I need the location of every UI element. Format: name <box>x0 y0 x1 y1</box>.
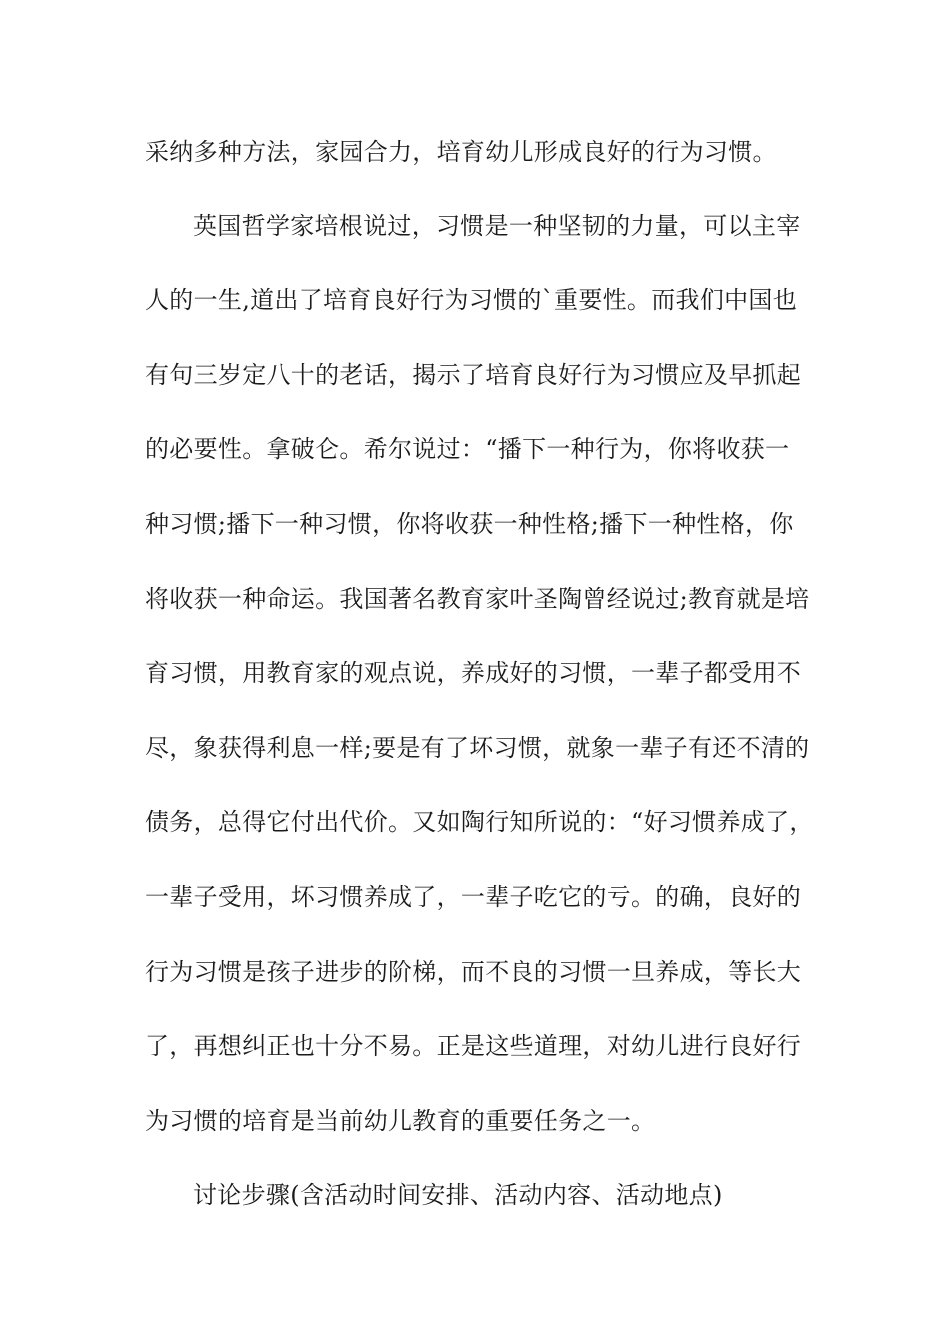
paragraph-line-9: 尽，象获得利息一样;要是有了坏习惯，就象一辈子有还不清的 <box>145 734 810 762</box>
paragraph-line-12: 行为习惯是孩子进步的阶梯，而不良的习惯一旦养成，等长大 <box>145 958 802 986</box>
paragraph-line-7: 将收获一种命运。我国著名教育家叶圣陶曾经说过;教育就是培 <box>145 585 810 613</box>
paragraph-line-10: 债务，总得它付出代价。又如陶行知所说的：“好习惯养成了， <box>145 808 814 836</box>
paragraph-line-8: 育习惯，用教育家的观点说，养成好的习惯，一辈子都受用不 <box>145 659 802 687</box>
paragraph-line-5: 的必要性。拿破仑。希尔说过：“播下一种行为，你将收获一 <box>145 435 790 463</box>
paragraph-line-6: 种习惯;播下一种习惯，你将收获一种性格;播下一种性格，你 <box>145 510 794 538</box>
paragraph-line-11: 一辈子受用，坏习惯养成了，一辈子吃它的亏。的确，良好的 <box>145 883 802 911</box>
paragraph-line-4: 有句三岁定八十的老话，揭示了培育良好行为习惯应及早抓起 <box>145 361 802 389</box>
paragraph-line-3: 人的一生,道出了培育良好行为习惯的`重要性。而我们中国也 <box>145 286 798 314</box>
paragraph-line-13: 了，再想纠正也十分不易。正是这些道理，对幼儿进行良好行 <box>145 1032 802 1060</box>
section-heading: 讨论步骤(含活动时间安排、活动内容、活动地点) <box>193 1181 723 1209</box>
paragraph-line-14: 为习惯的培育是当前幼儿教育的重要任务之一。 <box>145 1107 656 1135</box>
paragraph-line-2: 英国哲学家培根说过，习惯是一种坚韧的力量，可以主宰 <box>193 212 801 240</box>
paragraph-line-1: 采纳多种方法，家园合力，培育幼儿形成良好的行为习惯。 <box>145 138 777 166</box>
